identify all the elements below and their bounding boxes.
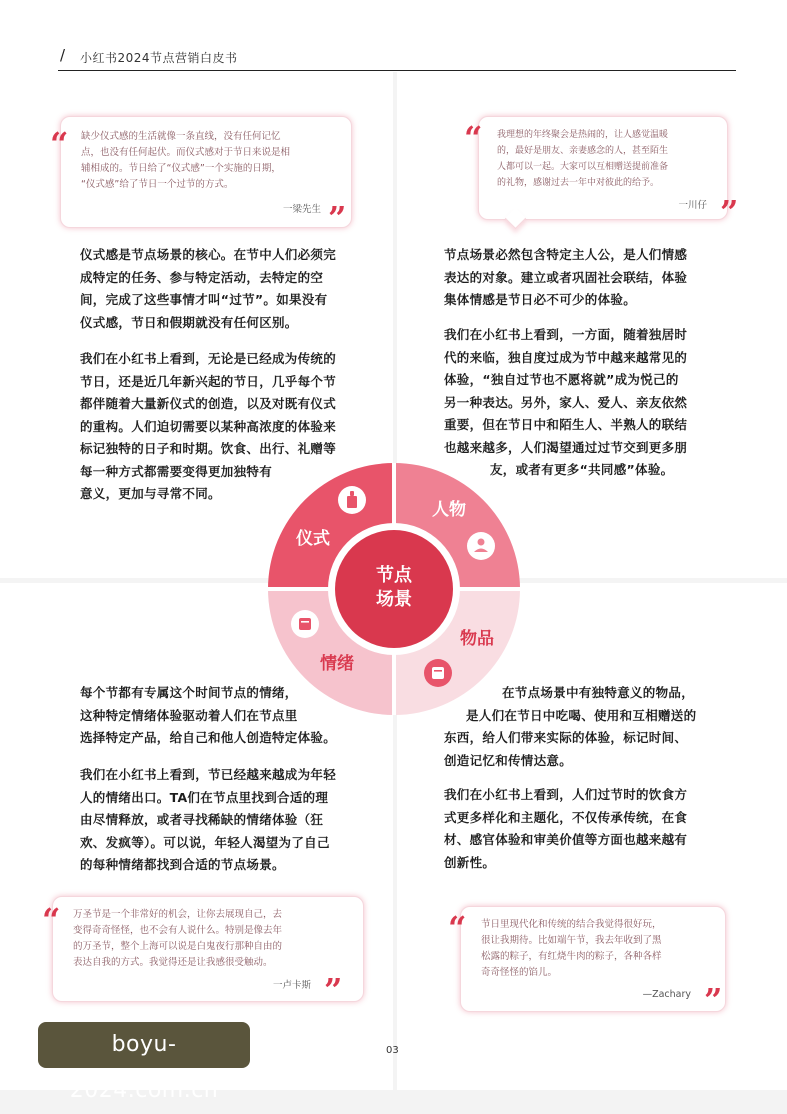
quote-line: 我理想的年终聚会是热闹的，让人感觉温暖 (497, 130, 669, 140)
text-line: 我们在小红书上看到，节已经越来越成为年轻 (80, 767, 337, 782)
open-quote-icon: “ (42, 901, 61, 939)
quote-text (81, 129, 290, 193)
text-line: 成特定的任务、参与特定活动，去特定的空 (80, 269, 324, 285)
quote-line: 节日里现代化和传统的结合我觉得很好玩， (481, 919, 662, 930)
text-line: 间，完成了这些事情才叫“过节”。如果没有 (80, 292, 328, 307)
text-line: 式更多样化和主题化，不仅传承传统，在食 (444, 809, 688, 825)
quote-line: 辅相成的。节日给了“仪式感”一个实施的日期， (81, 163, 281, 174)
text-line: 人的情绪出口。TA们在节点里找到合适的理 (80, 789, 329, 805)
text-line: 另一种表达。另外，家人、爱人、亲友依然 (444, 394, 688, 410)
page-number: 03 (386, 1045, 399, 1056)
text-line: 每个节都有专属这个时间节点的情绪， (80, 685, 298, 700)
quote-text (481, 917, 662, 981)
text-line: 欢、发疯等）。可以说，年轻人渴望为了自己 (80, 834, 330, 850)
people-paragraph-1 (444, 244, 687, 312)
quote-line: 很让我期待。比如端午节，我去年收到了黑 (481, 935, 662, 946)
open-quote-icon: “ (448, 909, 467, 947)
text-line: 东西，给人们带来实际的体验，标记时间、 (444, 730, 688, 745)
text-line: 我们在小红书上看到，无论是已经成为传统的 (80, 351, 337, 366)
quote-line: 点，也没有任何起伏。而仪式感对于节日来说是相 (81, 147, 291, 158)
text-line: 节点场景必然包含特定主人公，是人们情感 (444, 247, 688, 262)
text-line: 的每种情绪都找到合适的节点场景。 (80, 857, 285, 872)
goods-label: 物品 (460, 629, 494, 649)
quote-line: 的万圣节，整个上海可以说是白鬼夜行那种自由的 (73, 941, 283, 952)
people-paragraph-2 (444, 324, 687, 482)
quote-line: 松露的粽子，有红烧牛肉的粽子，各种各样 (481, 951, 662, 962)
text-line: 我们在小红书上看到，人们过节时的饮食方 (444, 787, 688, 802)
text-line: 意义，更加与寻常不同。 (80, 486, 221, 501)
header-title: 小红书2024节点营销白皮书 (80, 51, 238, 65)
quote-card-emotion (52, 896, 364, 1002)
goods-paragraph-1 (444, 682, 696, 772)
quote-line: 人都可以一起。大家可以互相赠送提前准备 (497, 162, 669, 172)
text-line: 也越来越多，人们渴望通过过节交到更多朋 (444, 439, 688, 455)
emotion-icon (291, 610, 319, 638)
ritual-paragraph-1 (80, 244, 336, 334)
quote-card-people (478, 116, 728, 220)
wheel-center-label: 节点 (376, 565, 412, 586)
watermark: boyu-2024.com.cn (38, 1022, 250, 1068)
close-quote-icon: ” (324, 971, 343, 1009)
quote-author: 一卢卡斯 (272, 980, 311, 991)
goods-paragraph-2 (444, 784, 687, 874)
quote-line: 表达自我的方式。我觉得还是让我感很受触动。 (73, 957, 273, 968)
quote-text (73, 907, 282, 971)
gift-icon (338, 486, 366, 514)
ritual-label: 仪式 (296, 529, 330, 549)
emotion-paragraph-1 (80, 682, 336, 750)
close-quote-icon: ” (704, 981, 723, 1019)
festival-scene-wheel (267, 462, 521, 716)
people-label: 人物 (432, 500, 466, 520)
close-quote-icon: ” (328, 199, 347, 237)
close-quote-icon: ” (720, 193, 739, 231)
open-quote-icon: “ (464, 119, 483, 157)
text-line: 选择特定产品，给自己和他人创造特定体验。 (80, 730, 337, 745)
text-line: 体验，“独自过节也不愿将就”成为悦己的 (444, 372, 679, 387)
text-line: 重要，但在节日中和陌生人、半熟人的联结 (444, 417, 688, 432)
header-slash: / (60, 46, 66, 64)
text-line: 代的来临，独自度过成为节中越来越常见的 (444, 349, 688, 365)
quote-line: “仪式感”给了节日一个过节的方式。 (81, 179, 234, 190)
text-line: 都伴随着大量新仪式的创造，以及对既有仪式 (80, 396, 337, 411)
text-line: 的重构。人们迫切需要以某种高浓度的体验来 (80, 418, 337, 434)
quote-card-goods (460, 906, 726, 1012)
quote-card-ritual (60, 116, 352, 228)
quote-line: 变得奇奇怪怪，也不会有人说什么。特别是像去年 (73, 925, 283, 936)
open-quote-icon: “ (50, 125, 69, 163)
text-line: 标记独特的日子和时期。饮食、出行、礼赠等 (80, 441, 337, 456)
quote-author: 一川仔 (678, 200, 707, 211)
quote-author: 一梁先生 (282, 204, 321, 215)
text-line: 创新性。 (444, 854, 496, 870)
wheel-center-label: 场景 (376, 589, 412, 610)
text-line: 这种特定情绪体验驱动着人们在节点里 (80, 707, 298, 723)
quote-author: —Zachary (642, 989, 691, 1000)
quote-line: 奇奇怪怪的馅儿。 (481, 967, 558, 978)
quote-line: 的，最好是朋友、亲妻感念的人，甚至陌生 (497, 146, 669, 156)
quote-text (497, 127, 668, 191)
text-line: 材、感官体验和审美价值等方面也越来越有 (444, 832, 688, 847)
text-line: 是人们在节日中吃喝、使用和互相赠送的 (466, 707, 697, 723)
text-line: 每一种方式都需要变得更加独特有 (80, 463, 273, 479)
text-line: 集体情感是节日必不可少的体验。 (444, 292, 637, 307)
quote-line: 的礼物，感谢过去一年中对彼此的给予。 (497, 178, 660, 188)
text-line: 我们在小红书上看到，一方面，随着独居时 (444, 327, 688, 342)
quote-line: 万圣节是一个非常好的机会，让你去展现自己，去 (73, 909, 283, 920)
text-line: 仪式感，节日和假期就没有任何区别。 (80, 314, 298, 330)
person-icon (467, 532, 495, 560)
text-line: 节日，还是近几年新兴起的节日，几乎每个节 (80, 373, 337, 389)
text-line: 在节点场景中有独特意义的物品， (502, 685, 695, 700)
text-line: 创造记忆和传情达意。 (444, 752, 573, 768)
text-line: 仪式感是节点场景的核心。在节中人们必须完 (80, 247, 337, 262)
text-line: 表达的对象。建立或者巩固社会联结，体验 (444, 269, 688, 285)
quote-line: 缺少仪式感的生活就像一条直线，没有任何记忆 (81, 131, 281, 142)
text-line: 由尽情释放，或者寻找稀缺的情绪体验（狂 (80, 812, 324, 827)
page-header (58, 44, 736, 71)
text-line: 友，或者有更多“共同感”体验。 (490, 462, 674, 477)
emotion-label: 情绪 (320, 654, 354, 674)
emotion-paragraph-2 (80, 764, 336, 877)
